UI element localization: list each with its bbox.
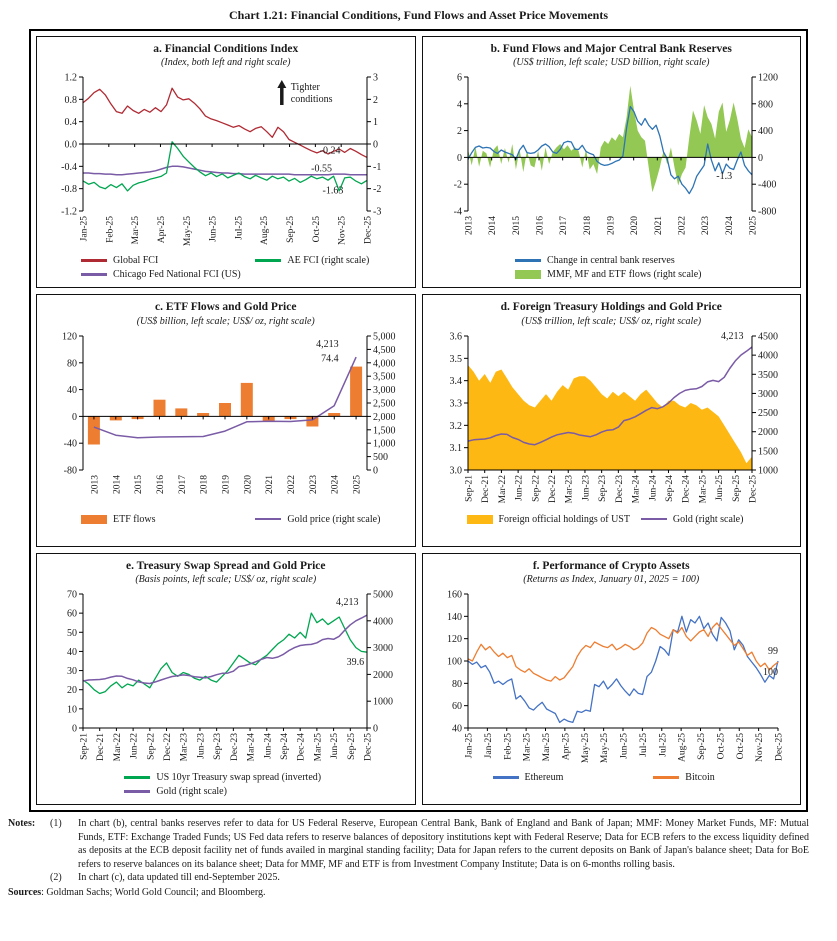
legend-item xyxy=(81,514,249,525)
svg-text:Sep-22: Sep-22 xyxy=(531,474,542,502)
svg-text:Sep-21: Sep-21 xyxy=(464,474,475,502)
svg-text:2017: 2017 xyxy=(177,474,188,494)
panel-f-plot xyxy=(423,586,801,772)
svg-text:0.4: 0.4 xyxy=(64,117,77,129)
note-number: (1) xyxy=(50,818,62,829)
svg-text:2: 2 xyxy=(372,95,378,107)
legend-label: Chicago Fed National FCI (US) xyxy=(113,269,241,281)
panel-c-title: c. ETF Flows and Gold Price xyxy=(155,301,297,314)
legend-label: Foreign official holdings of UST xyxy=(498,513,630,525)
svg-text:Jun-25: Jun-25 xyxy=(619,732,630,759)
svg-text:Jan-25: Jan-25 xyxy=(79,216,90,242)
svg-text:Mar-25: Mar-25 xyxy=(522,732,533,762)
svg-text:Oct-25: Oct-25 xyxy=(716,732,727,760)
svg-text:2023: 2023 xyxy=(308,474,319,494)
sources-text: : Goldman Sachs; World Gold Council; and Bloomberg. xyxy=(41,886,266,898)
svg-text:60: 60 xyxy=(452,701,463,713)
svg-text:Jun-24: Jun-24 xyxy=(263,732,274,759)
legend-item xyxy=(515,255,701,266)
svg-text:60: 60 xyxy=(66,608,77,620)
svg-text:-2: -2 xyxy=(372,184,382,196)
line-swatch-icon xyxy=(81,259,107,262)
svg-text:-0.4: -0.4 xyxy=(60,162,77,174)
panel-e xyxy=(36,553,416,805)
svg-text:Sep-23: Sep-23 xyxy=(212,732,223,760)
svg-text:Mar-25: Mar-25 xyxy=(542,732,553,762)
svg-text:2017: 2017 xyxy=(559,216,570,236)
svg-text:2014: 2014 xyxy=(488,216,499,236)
svg-text:-40: -40 xyxy=(63,438,77,450)
panel-a-title: a. Financial Conditions Index xyxy=(153,43,299,55)
note-text: In chart (b), central banks reserves refer to data for US Federal Reserve, European Central Bank, Bank of England and Bank of Japan; MMF: Money Market Funds, MF: Mutual Funds, ETF: Exchange Traded Funds; US Fed data refers to reserve balances of depository institutions kept with Federal Reserve; Data for ECB refers to the excess liquidity defined as deposits at the ECB deposit facility net of funds availed in marginal standing facility; Data for Japan refers to the current deposits on Bank of Japan's balance sheet; Data for BoE refers to reserve balances on its balance sheet; Data for MMF, MF and ETF is from Investment Company Institute; Data is on 6-months rolling basis. xyxy=(78,818,809,870)
svg-text:30: 30 xyxy=(66,665,77,677)
svg-text:Mar-23: Mar-23 xyxy=(564,474,575,503)
svg-text:4,213: 4,213 xyxy=(721,330,744,342)
legend-label: MMF, MF and ETF flows (right scale) xyxy=(547,269,702,281)
svg-text:Feb-25: Feb-25 xyxy=(105,216,116,244)
svg-text:2025: 2025 xyxy=(352,474,363,494)
svg-text:Jan-25: Jan-25 xyxy=(484,732,495,759)
legend-item xyxy=(124,786,321,797)
svg-text:Dec-25: Dec-25 xyxy=(363,216,374,245)
legend-label: AE FCI (right scale) xyxy=(287,255,370,267)
line-swatch-icon xyxy=(515,259,541,262)
svg-text:2021: 2021 xyxy=(654,216,665,236)
svg-text:0.8: 0.8 xyxy=(64,95,77,107)
legend-item xyxy=(81,269,249,280)
svg-text:3000: 3000 xyxy=(758,388,779,400)
svg-text:2,500: 2,500 xyxy=(372,398,396,410)
svg-text:2: 2 xyxy=(457,126,463,138)
svg-text:Mar-25: Mar-25 xyxy=(313,732,324,762)
svg-text:4000: 4000 xyxy=(372,616,393,628)
svg-text:4,000: 4,000 xyxy=(372,357,396,369)
panel-a-subtitle: (Index, both left and right scale) xyxy=(161,57,291,69)
svg-text:Mar-22: Mar-22 xyxy=(498,474,509,503)
svg-text:Jun-23: Jun-23 xyxy=(196,732,207,759)
legend-item xyxy=(653,772,794,783)
svg-text:20: 20 xyxy=(66,685,77,697)
svg-text:Sep-21: Sep-21 xyxy=(79,732,90,760)
svg-text:Aug-25: Aug-25 xyxy=(677,732,688,762)
svg-text:-4: -4 xyxy=(453,206,463,218)
svg-text:Sep-25: Sep-25 xyxy=(732,474,743,502)
svg-text:4,500: 4,500 xyxy=(372,344,396,356)
svg-text:2018: 2018 xyxy=(199,474,210,494)
svg-text:160: 160 xyxy=(447,589,463,601)
svg-text:2022: 2022 xyxy=(677,216,688,236)
legend-item xyxy=(81,255,249,266)
svg-text:Dec-25: Dec-25 xyxy=(748,474,759,503)
svg-text:40: 40 xyxy=(66,384,77,396)
svg-text:1,000: 1,000 xyxy=(372,438,396,450)
legend-item xyxy=(255,514,408,525)
legend-item xyxy=(493,772,648,783)
svg-text:May-25: May-25 xyxy=(581,732,591,763)
svg-text:Apr-25: Apr-25 xyxy=(561,732,572,761)
svg-text:3,000: 3,000 xyxy=(372,384,396,396)
svg-text:0: 0 xyxy=(71,411,77,423)
legend-item xyxy=(515,269,701,280)
panel-e-legend xyxy=(37,772,409,797)
svg-text:40: 40 xyxy=(66,646,77,658)
panel-b-plot xyxy=(423,69,801,255)
svg-text:Sep-25: Sep-25 xyxy=(697,732,708,760)
svg-text:500: 500 xyxy=(372,451,388,463)
svg-text:2013: 2013 xyxy=(90,474,101,494)
svg-text:3.3: 3.3 xyxy=(449,398,463,410)
svg-text:1000: 1000 xyxy=(372,696,393,708)
svg-text:-400: -400 xyxy=(758,179,777,191)
svg-text:Sep-24: Sep-24 xyxy=(665,474,676,502)
svg-text:40: 40 xyxy=(452,723,463,735)
svg-text:2025: 2025 xyxy=(748,216,759,236)
svg-text:Sep-22: Sep-22 xyxy=(146,732,157,760)
svg-text:Dec-22: Dec-22 xyxy=(548,474,559,503)
svg-text:Jun-25: Jun-25 xyxy=(715,474,726,501)
legend-label: Bitcoin xyxy=(685,771,715,783)
svg-text:Apr-25: Apr-25 xyxy=(156,216,167,244)
panel-a-plot xyxy=(37,69,415,255)
svg-text:74.4: 74.4 xyxy=(320,353,339,365)
page-title: Chart 1.21: Financial Conditions, Fund Flows and Asset Price Movements xyxy=(228,8,608,22)
svg-text:Dec-22: Dec-22 xyxy=(162,732,173,761)
svg-text:conditions: conditions xyxy=(290,94,333,106)
svg-text:3.4: 3.4 xyxy=(449,375,463,387)
svg-text:2014: 2014 xyxy=(112,474,123,494)
svg-text:1500: 1500 xyxy=(758,445,779,457)
svg-text:1200: 1200 xyxy=(758,72,779,84)
svg-text:Sep-23: Sep-23 xyxy=(598,474,609,502)
svg-text:Mar-25: Mar-25 xyxy=(130,216,141,245)
svg-text:Jul-25: Jul-25 xyxy=(658,732,669,757)
line-swatch-icon xyxy=(124,776,150,779)
svg-text:Dec-24: Dec-24 xyxy=(296,732,307,761)
panel-f-subtitle: (Returns as Index, January 01, 2025 = 100) xyxy=(523,573,700,585)
svg-text:Oct-25: Oct-25 xyxy=(736,732,746,760)
note-number: (2) xyxy=(50,872,62,884)
svg-text:Jan-25: Jan-25 xyxy=(464,732,475,759)
svg-text:Dec-25: Dec-25 xyxy=(363,732,374,761)
svg-text:-1.63: -1.63 xyxy=(322,185,344,197)
svg-text:Jun-22: Jun-22 xyxy=(129,732,140,759)
panel-d-title: d. Foreign Treasury Holdings and Gold Price xyxy=(500,301,722,314)
svg-text:Jun-23: Jun-23 xyxy=(581,474,592,501)
legend-label: Ethereum xyxy=(524,771,564,783)
panel-f-title: f. Performance of Crypto Assets xyxy=(532,559,690,572)
svg-text:3.2: 3.2 xyxy=(449,420,463,432)
svg-text:100: 100 xyxy=(763,666,779,678)
svg-text:70: 70 xyxy=(66,589,77,601)
panel-e-subtitle: (Basis points, left scale; US$/ oz, right scale) xyxy=(135,573,317,585)
svg-text:800: 800 xyxy=(758,99,774,111)
panel-e-plot xyxy=(37,586,415,772)
svg-text:Mar-23: Mar-23 xyxy=(179,732,190,762)
svg-text:Jun-25: Jun-25 xyxy=(329,732,340,759)
svg-text:3000: 3000 xyxy=(372,642,393,654)
legend-item xyxy=(641,514,794,525)
svg-text:May-25: May-25 xyxy=(600,732,611,763)
svg-text:Sep-25: Sep-25 xyxy=(346,732,357,760)
svg-text:3.0: 3.0 xyxy=(449,465,463,477)
svg-text:Jul-25: Jul-25 xyxy=(639,732,650,757)
legend-item xyxy=(255,255,408,266)
panel-e-title: e. Treasury Swap Spread and Gold Price xyxy=(126,559,326,572)
legend-label: US 10yr Treasury swap spread (inverted) xyxy=(156,771,322,783)
svg-text:Dec-21: Dec-21 xyxy=(481,474,492,503)
svg-text:Oct-25: Oct-25 xyxy=(311,216,322,243)
svg-text:Dec-24: Dec-24 xyxy=(681,474,692,503)
svg-text:0: 0 xyxy=(71,723,77,735)
notes-section xyxy=(8,817,809,900)
legend-label: Gold (right scale) xyxy=(672,513,744,525)
svg-text:0: 0 xyxy=(372,723,378,735)
svg-text:0: 0 xyxy=(758,153,764,165)
svg-text:Mar-24: Mar-24 xyxy=(631,474,642,503)
svg-text:3.1: 3.1 xyxy=(449,442,463,454)
svg-text:Dec-21: Dec-21 xyxy=(95,732,106,761)
legend-item xyxy=(124,772,321,783)
line-swatch-icon xyxy=(124,790,150,793)
svg-text:-80: -80 xyxy=(63,465,77,477)
svg-text:Sep-25: Sep-25 xyxy=(285,216,296,244)
panel-b-subtitle: (US$ trillion, left scale; USD billion, right scale) xyxy=(513,57,710,69)
svg-text:-1.2: -1.2 xyxy=(60,206,77,218)
svg-text:4: 4 xyxy=(457,99,463,111)
svg-text:Aug-25: Aug-25 xyxy=(259,216,270,246)
panel-f xyxy=(422,553,802,805)
svg-text:4,213: 4,213 xyxy=(315,338,339,350)
svg-text:Dec-23: Dec-23 xyxy=(229,732,240,761)
panel-c xyxy=(36,294,416,546)
sources-label: Sources xyxy=(8,886,42,898)
svg-text:3: 3 xyxy=(372,72,378,84)
svg-text:50: 50 xyxy=(66,627,77,639)
note-text: In chart (c), data updated till end-September 2025. xyxy=(78,872,280,884)
svg-text:Mar-24: Mar-24 xyxy=(246,732,257,762)
svg-text:4,213: 4,213 xyxy=(335,596,359,608)
legend-label: Gold price (right scale) xyxy=(287,513,381,525)
svg-text:1.2: 1.2 xyxy=(64,72,77,84)
svg-text:39.6: 39.6 xyxy=(346,657,364,669)
svg-text:3.5: 3.5 xyxy=(449,353,463,365)
svg-text:2024: 2024 xyxy=(725,216,736,236)
svg-text:Sep-24: Sep-24 xyxy=(279,732,290,760)
svg-text:Jun-25: Jun-25 xyxy=(208,216,219,243)
chart-panel-grid xyxy=(29,29,808,812)
svg-text:2500: 2500 xyxy=(758,407,779,419)
svg-text:-800: -800 xyxy=(758,206,777,218)
panel-b xyxy=(422,36,802,288)
panel-d-plot xyxy=(423,328,801,514)
svg-text:2,000: 2,000 xyxy=(372,411,396,423)
area-swatch-icon xyxy=(515,270,541,279)
legend-label: Change in central bank reserves xyxy=(547,255,675,267)
svg-text:Dec-23: Dec-23 xyxy=(615,474,626,503)
bar-swatch-icon xyxy=(81,515,107,524)
svg-text:3,500: 3,500 xyxy=(372,371,396,383)
legend-label: ETF flows xyxy=(113,513,156,525)
panel-d xyxy=(422,294,802,546)
svg-text:1: 1 xyxy=(372,117,378,129)
panel-b-legend xyxy=(423,255,795,280)
panel-a xyxy=(36,36,416,288)
svg-text:80: 80 xyxy=(66,357,77,369)
svg-text:-1: -1 xyxy=(372,162,382,174)
legend-item xyxy=(467,514,635,525)
panel-c-plot xyxy=(37,328,415,514)
area-swatch-icon xyxy=(467,515,493,524)
svg-text:-1.3: -1.3 xyxy=(716,171,733,183)
panel-c-subtitle: (US$ billion, left scale; US$/ oz, right scale) xyxy=(136,315,315,327)
legend-label: Global FCI xyxy=(113,255,159,267)
svg-text:May-25: May-25 xyxy=(182,216,193,247)
legend-label: Gold (right scale) xyxy=(156,785,227,797)
panel-f-legend xyxy=(493,772,795,783)
svg-text:Jun-22: Jun-22 xyxy=(514,474,525,501)
line-swatch-icon xyxy=(493,776,519,779)
line-swatch-icon xyxy=(255,518,281,521)
svg-text:Feb-25: Feb-25 xyxy=(503,732,514,760)
svg-text:2021: 2021 xyxy=(264,474,275,494)
svg-text:2016: 2016 xyxy=(155,474,166,494)
notes-label: Notes: xyxy=(8,818,36,829)
svg-text:Tighter: Tighter xyxy=(290,82,320,94)
svg-text:2016: 2016 xyxy=(535,216,546,236)
svg-text:3.6: 3.6 xyxy=(449,331,463,343)
svg-text:1000: 1000 xyxy=(758,465,779,477)
svg-text:100: 100 xyxy=(447,656,463,668)
svg-text:Nov-25: Nov-25 xyxy=(755,732,766,762)
svg-text:120: 120 xyxy=(61,331,77,343)
svg-text:2019: 2019 xyxy=(606,216,617,236)
svg-text:Mar-22: Mar-22 xyxy=(112,732,123,762)
svg-text:1,500: 1,500 xyxy=(372,424,396,436)
line-swatch-icon xyxy=(255,259,281,262)
svg-text:2015: 2015 xyxy=(133,474,144,494)
svg-text:4000: 4000 xyxy=(758,350,779,362)
svg-text:2015: 2015 xyxy=(512,216,523,236)
svg-text:-0.55: -0.55 xyxy=(310,163,332,175)
svg-text:2019: 2019 xyxy=(221,474,232,494)
line-swatch-icon xyxy=(641,518,667,521)
svg-text:Jul-25: Jul-25 xyxy=(234,216,245,240)
svg-text:0: 0 xyxy=(457,153,463,165)
svg-text:2024: 2024 xyxy=(330,474,341,494)
svg-text:Nov-25: Nov-25 xyxy=(337,216,348,246)
svg-text:Dec-25: Dec-25 xyxy=(774,732,785,761)
svg-text:-2: -2 xyxy=(453,179,463,191)
sources-line xyxy=(8,886,809,900)
svg-text:-0.24: -0.24 xyxy=(319,145,341,157)
svg-text:120: 120 xyxy=(447,634,463,646)
panel-b-title: b. Fund Flows and Major Central Bank Reserves xyxy=(490,43,732,55)
svg-text:2020: 2020 xyxy=(243,474,254,494)
svg-text:2000: 2000 xyxy=(758,426,779,438)
svg-text:0.0: 0.0 xyxy=(64,139,77,151)
svg-text:0: 0 xyxy=(372,139,378,151)
panel-c-legend xyxy=(81,514,409,525)
line-swatch-icon xyxy=(653,776,679,779)
svg-text:10: 10 xyxy=(66,704,77,716)
svg-text:5000: 5000 xyxy=(372,589,393,601)
svg-text:2000: 2000 xyxy=(372,669,393,681)
panel-d-legend xyxy=(467,514,795,525)
svg-text:140: 140 xyxy=(447,611,463,623)
svg-text:Mar-25: Mar-25 xyxy=(698,474,709,503)
svg-text:2020: 2020 xyxy=(630,216,641,236)
panel-d-subtitle: (US$ trillion, left scale; US$/ oz, right scale) xyxy=(521,315,702,327)
panel-a-legend xyxy=(81,255,409,280)
svg-text:2022: 2022 xyxy=(286,474,297,494)
svg-text:400: 400 xyxy=(758,126,774,138)
line-swatch-icon xyxy=(81,273,107,276)
svg-text:80: 80 xyxy=(452,678,463,690)
svg-text:2023: 2023 xyxy=(701,216,712,236)
svg-text:-0.8: -0.8 xyxy=(60,184,77,196)
svg-text:6: 6 xyxy=(457,72,463,84)
svg-text:0: 0 xyxy=(372,465,378,477)
svg-text:4500: 4500 xyxy=(758,331,779,343)
svg-text:3500: 3500 xyxy=(758,369,779,381)
svg-text:5,000: 5,000 xyxy=(372,331,396,343)
svg-text:2018: 2018 xyxy=(583,216,594,236)
svg-text:-3: -3 xyxy=(372,206,382,218)
svg-text:99: 99 xyxy=(768,645,779,657)
svg-text:Jun-24: Jun-24 xyxy=(648,474,659,501)
svg-text:2013: 2013 xyxy=(464,216,475,236)
